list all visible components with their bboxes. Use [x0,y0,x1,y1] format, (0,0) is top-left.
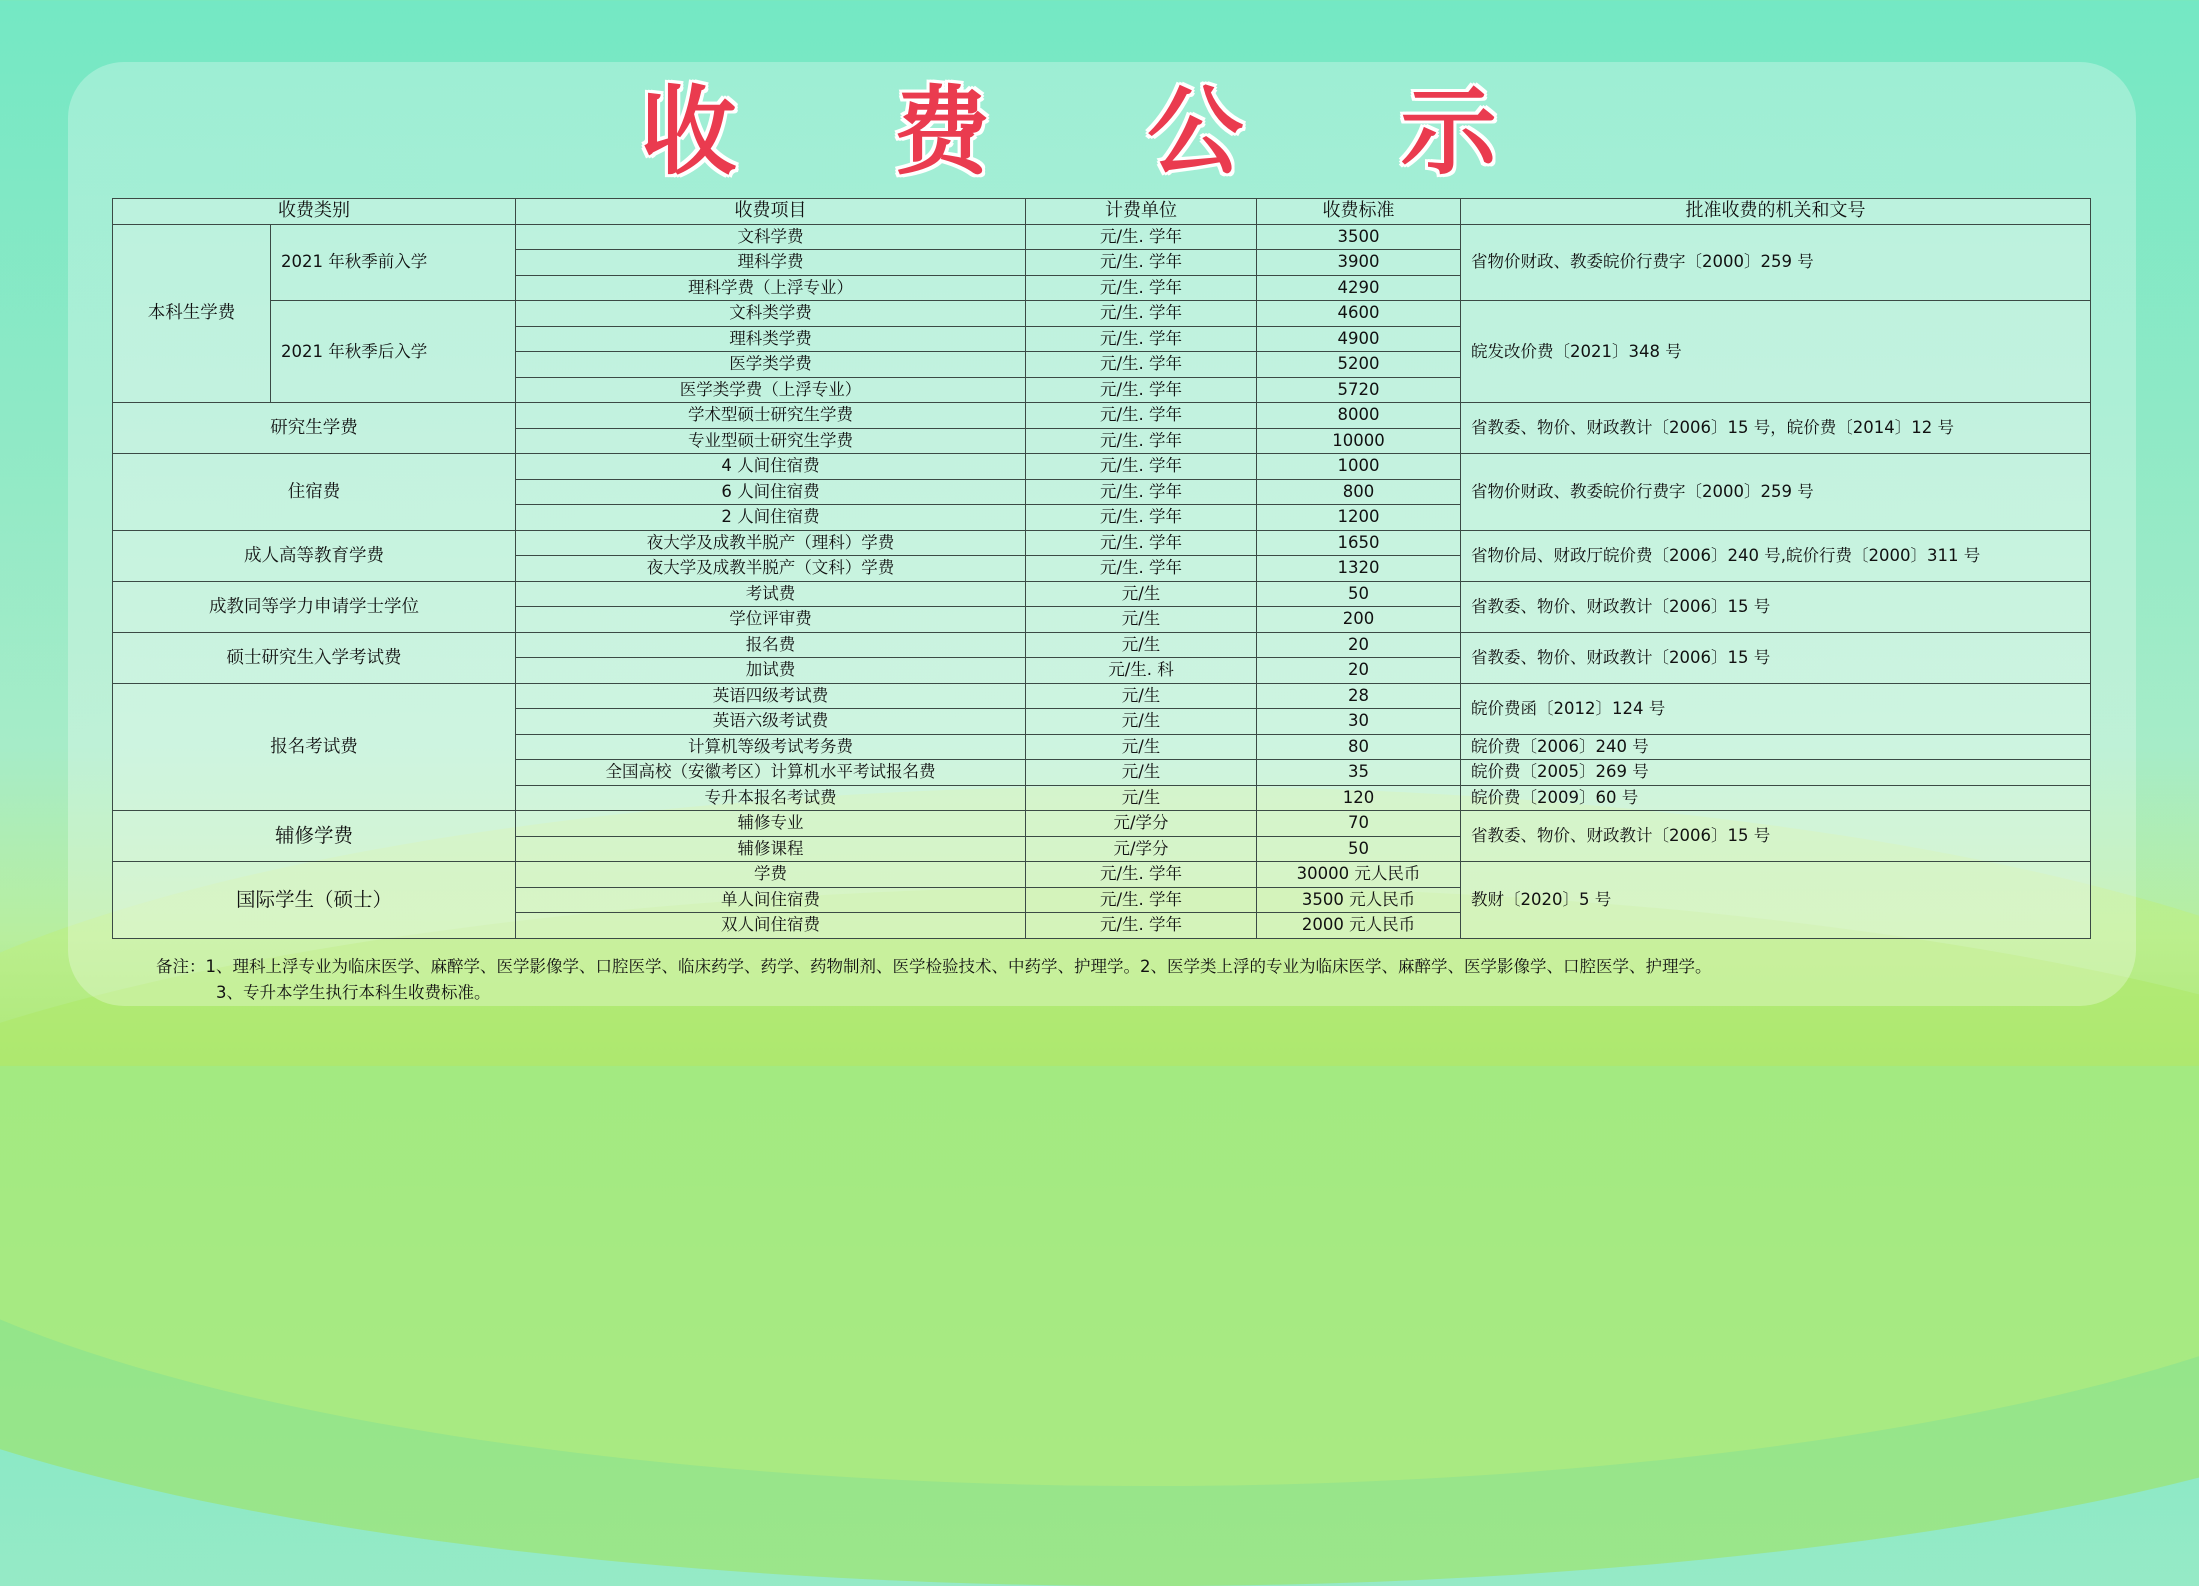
item-cell: 辅修专业 [516,811,1026,837]
unit-cell: 元/生 [1026,581,1257,607]
unit-cell: 元/生. 学年 [1026,326,1257,352]
item-cell: 辅修课程 [516,836,1026,862]
fee-cell: 1000 [1257,454,1461,480]
fee-cell: 8000 [1257,403,1461,429]
item-cell: 全国高校（安徽考区）计算机水平考试报名费 [516,760,1026,786]
header-approval: 批准收费的机关和文号 [1461,199,2091,225]
fee-cell: 3500 [1257,224,1461,250]
fee-cell: 4900 [1257,326,1461,352]
fee-cell: 70 [1257,811,1461,837]
table-row [113,862,2091,888]
unit-cell: 元/生. 学年 [1026,530,1257,556]
fee-cell: 4290 [1257,275,1461,301]
fee-cell: 35 [1257,760,1461,786]
fee-cell: 120 [1257,785,1461,811]
fee-cell: 20 [1257,658,1461,684]
item-cell: 文科类学费 [516,301,1026,327]
category-cell: 辅修学费 [113,811,516,862]
approval-cell: 皖发改价费〔2021〕348 号 [1461,301,2091,403]
remarks-line-1: 备注：1、理科上浮专业为临床医学、麻醉学、医学影像学、口腔医学、临床药学、药学、药物制剂、医学检验技术、中药学、护理学。2、医学类上浮的专业为临床医学、麻醉学、医学影像学、口腔医学、护理学。 [156,957,1712,976]
approval-cell: 皖价费〔2005〕269 号 [1461,760,2091,786]
approval-cell: 省教委、物价、财政教计〔2006〕15 号 [1461,632,2091,683]
fee-cell: 3900 [1257,250,1461,276]
fee-cell: 10000 [1257,428,1461,454]
approval-cell: 省教委、物价、财政教计〔2006〕15 号 [1461,811,2091,862]
unit-cell: 元/生. 学年 [1026,377,1257,403]
item-cell: 理科学费 [516,250,1026,276]
fee-cell: 1650 [1257,530,1461,556]
item-cell: 理科学费（上浮专业） [516,275,1026,301]
item-cell: 文科学费 [516,224,1026,250]
fee-cell: 1320 [1257,556,1461,582]
approval-cell: 皖价费〔2009〕60 号 [1461,785,2091,811]
category-cell: 硕士研究生入学考试费 [113,632,516,683]
fee-cell: 2000 元人民币 [1257,913,1461,939]
table-row [113,224,2091,250]
unit-cell: 元/生. 学年 [1026,428,1257,454]
category-cell: 研究生学费 [113,403,516,454]
fee-cell: 5200 [1257,352,1461,378]
item-cell: 6 人间住宿费 [516,479,1026,505]
page-title: 收 费 公 示 [640,75,1559,188]
category-cell: 住宿费 [113,454,516,531]
category-cell: 国际学生（硕士） [113,862,516,939]
unit-cell: 元/生 [1026,607,1257,633]
unit-cell: 元/生 [1026,734,1257,760]
category-cell: 报名考试费 [113,683,516,811]
approval-cell: 省物价财政、教委皖价行费字〔2000〕259 号 [1461,224,2091,301]
unit-cell: 元/生. 学年 [1026,403,1257,429]
fee-cell: 28 [1257,683,1461,709]
item-cell: 夜大学及成教半脱产（文科）学费 [516,556,1026,582]
table-row [113,530,2091,556]
category-cell: 成教同等学力申请学士学位 [113,581,516,632]
table-row [113,581,2091,607]
unit-cell: 元/生. 学年 [1026,250,1257,276]
fee-cell: 200 [1257,607,1461,633]
item-cell: 专升本报名考试费 [516,785,1026,811]
approval-cell: 皖价费函〔2012〕124 号 [1461,683,2091,734]
unit-cell: 元/生. 学年 [1026,301,1257,327]
approval-cell: 皖价费〔2006〕240 号 [1461,734,2091,760]
unit-cell: 元/生. 科 [1026,658,1257,684]
item-cell: 2 人间住宿费 [516,505,1026,531]
item-cell: 专业型硕士研究生学费 [516,428,1026,454]
approval-cell: 教财〔2020〕5 号 [1461,862,2091,939]
item-cell: 学术型硕士研究生学费 [516,403,1026,429]
unit-cell: 元/生. 学年 [1026,862,1257,888]
unit-cell: 元/生 [1026,785,1257,811]
unit-cell: 元/学分 [1026,811,1257,837]
table-row [113,683,2091,709]
unit-cell: 元/生. 学年 [1026,913,1257,939]
unit-cell: 元/学分 [1026,836,1257,862]
unit-cell: 元/生 [1026,683,1257,709]
item-cell: 医学类学费（上浮专业） [516,377,1026,403]
fee-cell: 30000 元人民币 [1257,862,1461,888]
unit-cell: 元/生. 学年 [1026,275,1257,301]
item-cell: 报名费 [516,632,1026,658]
unit-cell: 元/生 [1026,760,1257,786]
table-row [113,403,2091,429]
item-cell: 单人间住宿费 [516,887,1026,913]
item-cell: 4 人间住宿费 [516,454,1026,480]
item-cell: 英语四级考试费 [516,683,1026,709]
table-row [113,301,2091,327]
remarks-line-2: 3、专升本学生执行本科生收费标准。 [216,983,491,1002]
approval-cell: 省教委、物价、财政教计〔2006〕15 号，皖价费〔2014〕12 号 [1461,403,2091,454]
fee-cell: 30 [1257,709,1461,735]
header-item: 收费项目 [516,199,1026,225]
unit-cell: 元/生. 学年 [1026,352,1257,378]
table-row [113,454,2091,480]
item-cell: 双人间住宿费 [516,913,1026,939]
subcategory-cell: 2021 年秋季前入学 [271,224,516,301]
item-cell: 医学类学费 [516,352,1026,378]
category-cell: 成人高等教育学费 [113,530,516,581]
item-cell: 学位评审费 [516,607,1026,633]
category-cell: 本科生学费 [113,224,271,403]
unit-cell: 元/生. 学年 [1026,454,1257,480]
item-cell: 夜大学及成教半脱产（理科）学费 [516,530,1026,556]
fee-cell: 3500 元人民币 [1257,887,1461,913]
fee-cell: 50 [1257,836,1461,862]
unit-cell: 元/生. 学年 [1026,505,1257,531]
fee-cell: 4600 [1257,301,1461,327]
table-row [113,811,2091,837]
header-unit: 计费单位 [1026,199,1257,225]
unit-cell: 元/生 [1026,632,1257,658]
unit-cell: 元/生. 学年 [1026,556,1257,582]
header-category: 收费类别 [113,199,516,225]
unit-cell: 元/生 [1026,709,1257,735]
table-row [113,632,2091,658]
header-fee: 收费标准 [1257,199,1461,225]
table-header-row [113,199,2091,225]
subcategory-cell: 2021 年秋季后入学 [271,301,516,403]
approval-cell: 省教委、物价、财政教计〔2006〕15 号 [1461,581,2091,632]
fee-cell: 50 [1257,581,1461,607]
unit-cell: 元/生. 学年 [1026,479,1257,505]
item-cell: 理科类学费 [516,326,1026,352]
item-cell: 学费 [516,862,1026,888]
fee-cell: 20 [1257,632,1461,658]
fee-cell: 80 [1257,734,1461,760]
item-cell: 加试费 [516,658,1026,684]
approval-cell: 省物价局、财政厅皖价费〔2006〕240 号,皖价行费〔2000〕311 号 [1461,530,2091,581]
fee-cell: 800 [1257,479,1461,505]
approval-cell: 省物价财政、教委皖价行费字〔2000〕259 号 [1461,454,2091,531]
item-cell: 英语六级考试费 [516,709,1026,735]
remarks [156,954,1712,1006]
unit-cell: 元/生. 学年 [1026,224,1257,250]
fee-table [112,198,2091,939]
unit-cell: 元/生. 学年 [1026,887,1257,913]
fee-cell: 5720 [1257,377,1461,403]
fee-cell: 1200 [1257,505,1461,531]
item-cell: 计算机等级考试考务费 [516,734,1026,760]
item-cell: 考试费 [516,581,1026,607]
